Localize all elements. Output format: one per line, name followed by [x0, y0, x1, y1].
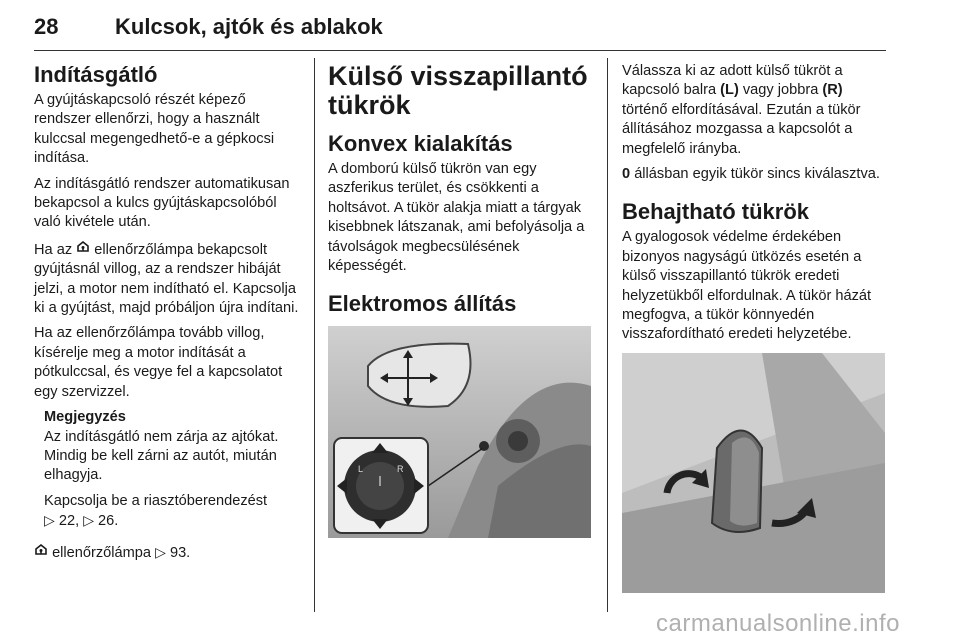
chapter-title: Kulcsok, ajtók és ablakok	[115, 14, 383, 39]
page-header	[34, 0, 886, 51]
section-heading-immobilizer: Indításgátló	[34, 62, 158, 87]
subheading-electric-adjustment: Elektromos állítás	[328, 291, 517, 317]
page-ref[interactable]: 26.	[98, 513, 119, 530]
knob-label-right: R	[397, 464, 404, 475]
text: Ha az	[34, 241, 73, 258]
paragraph: Ha az ellenőrzőlámpa tovább villog, kísérelje meg a motor indítását a pótkulccsal, és vegye fel a kapcsolatot egy szervizzel.	[34, 325, 283, 400]
text: történő elfordításával. Ezután a tükör állításához mozgassa a kapcsolót a megfelelő irányba.	[622, 101, 861, 157]
page-ref-arrow-icon: ▷	[155, 543, 166, 560]
lamp-reference	[34, 542, 302, 563]
column-immobilizer	[34, 62, 302, 569]
text: vagy jobbra	[742, 82, 819, 99]
text: ellenőrzőlámpa	[52, 544, 152, 561]
subheading-convex: Konvex kialakítás	[328, 131, 513, 156]
subheading-folding-mirrors: Behajtható tükrök	[622, 199, 810, 225]
immobilizer-lamp-icon	[34, 542, 48, 561]
column-mirrors	[328, 62, 594, 538]
column-divider	[607, 58, 608, 612]
paragraph: A gyalogosok védelme érdekében bizonyos nagyságú ütközés esetén a külső visszapillantó tükrök eredeti helyzetükből elfordulnak. A tükör házát megfogva, a tükör könnyedén visszafordítható eredeti helyzetébe.	[622, 229, 872, 343]
page-ref[interactable]: 22,	[58, 513, 80, 530]
watermark: carmanualsonline.info	[656, 610, 900, 637]
column-divider	[314, 58, 315, 612]
left-mirror-label: (L)	[720, 82, 739, 99]
page-number: 28	[34, 14, 59, 39]
folding-mirror-figure	[622, 353, 885, 593]
mirror-adjustment-figure	[328, 326, 591, 538]
right-mirror-label: (R)	[822, 82, 843, 99]
text: Válassza ki az adott külső tükröt a kapcsoló balra	[622, 63, 843, 99]
paragraph	[34, 239, 302, 319]
paragraph: Az indításgátló rendszer automatikusan bekapcsol a kulcs gyújtáskapcsolóból való kivétele után.	[34, 175, 290, 231]
text: állásban egyik tükör sincs kiválasztva.	[634, 166, 880, 183]
page-ref-arrow-icon: ▷	[44, 512, 55, 529]
paragraph: A gyújtáskapcsoló részét képező rendszer ellenőrzi, hogy a használt kulccsal megengedhető-e a gépkocsi indítása.	[34, 92, 275, 167]
note-box	[34, 408, 302, 531]
note-reference	[44, 492, 302, 532]
knob-label-left: L	[358, 464, 364, 475]
column-folding-mirrors	[622, 62, 886, 593]
page-ref[interactable]: 93.	[169, 544, 191, 561]
note-text: Az indításgátló nem zárja az ajtókat. Mindig be kell zárni az autót, miután elhagyja.	[44, 428, 279, 484]
text: ellenőrzőlámpa bekapcsolt gyújtásnál villog, az a rendszer hibáját jelzi, a motor nem indítható el. Kapcsolja ki a gyújtást, majd próbáljon újra indítani.	[34, 241, 299, 317]
page-ref-arrow-icon: ▷	[83, 512, 94, 529]
section-heading-mirrors: Külső visszapillantó tükrök	[328, 61, 588, 120]
paragraph	[622, 165, 886, 184]
paragraph: A domború külső tükrön van egy aszferikus terület, és csökkenti a holtsávot. A tükör alakja miatt a tárgyak kisebbnek látszanak, ami befolyásolja a távolságok megbecsülésének képességét.	[328, 161, 585, 275]
paragraph	[622, 62, 886, 159]
immobilizer-lamp-icon	[76, 239, 90, 258]
text: Kapcsolja be a riasztóberendezést	[44, 492, 268, 509]
neutral-position-label: 0	[622, 166, 631, 183]
note-title: Megjegyzés	[44, 409, 126, 426]
